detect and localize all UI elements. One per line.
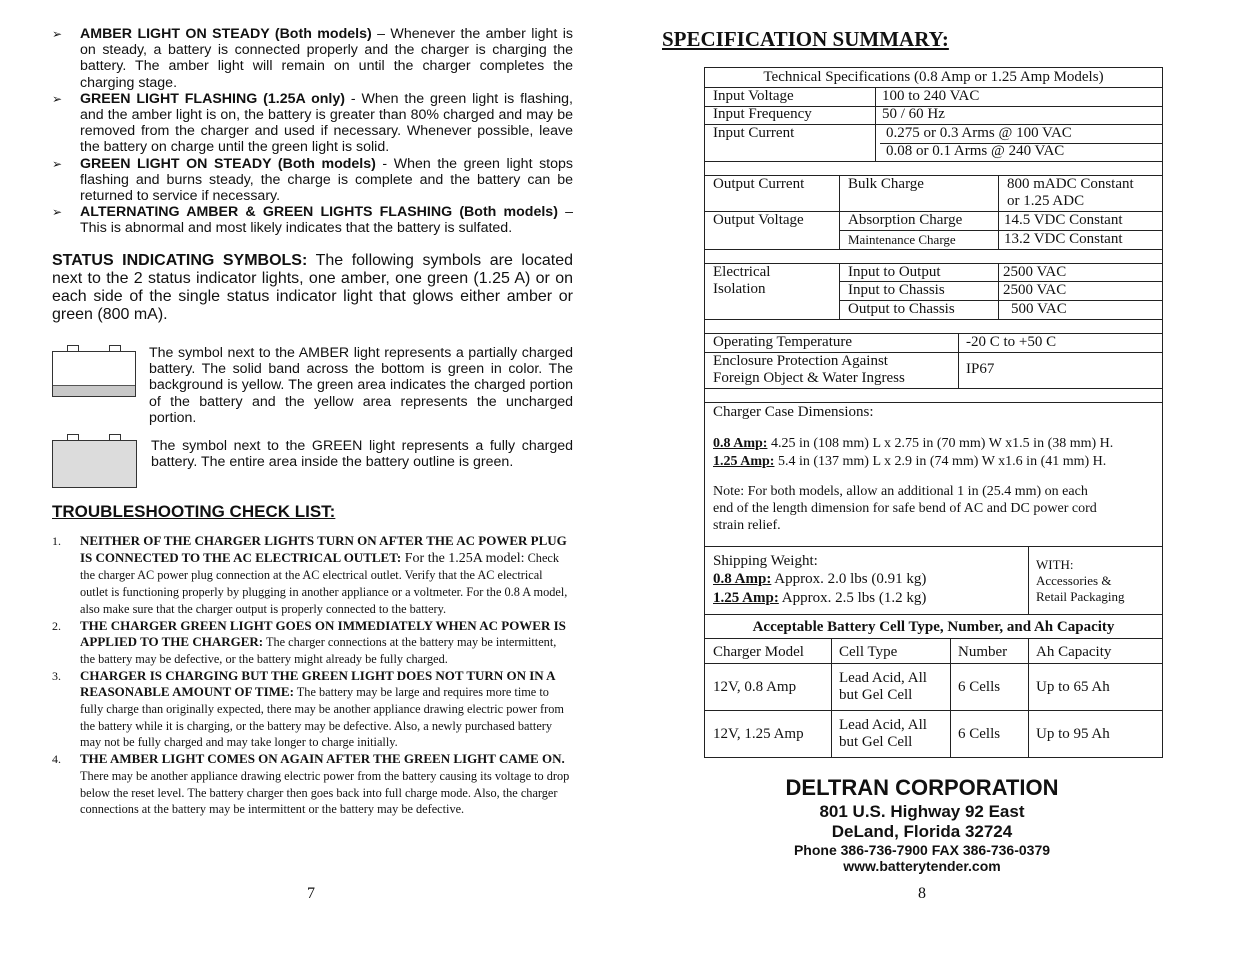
company-name: DELTRAN CORPORATION [785,775,1059,800]
cell-table-header: Acceptable Battery Cell Type, Number, and Ah Capacity [752,619,1115,635]
table-cell: Output Current [713,176,805,192]
table-cell: Foreign Object & Water Ingress [713,370,905,386]
table-cell: 800 mADC Constant [1007,176,1134,192]
full-battery-icon [52,440,137,488]
note-text: strain relief. [713,518,781,533]
table-cell: 50 / 60 Hz [882,106,945,122]
table-cell: -20 C to +50 C [966,334,1057,350]
note-text: Note: For both models, allow an additional 1 in (25.4 mm) on each [713,484,1088,499]
table-cell: 2500 VAC [1003,264,1067,280]
table-cell: Enclosure Protection Against [713,353,888,369]
shipping-title: Shipping Weight: [713,553,818,569]
company-address-2: DeLand, Florida 32724 [831,822,1013,841]
dimension-line: 0.8 Amp: 4.25 in (108 mm) L x 2.75 in (70 mm) W x1.5 in (38 mm) H. [713,436,1114,451]
table-cell: 500 VAC [1011,301,1067,317]
table-cell: but Gel Cell [839,734,913,750]
table-cell: 2500 VAC [1003,282,1067,298]
table-cell: IP67 [966,361,995,377]
table-cell: 6 Cells [958,679,1001,695]
table-cell: but Gel Cell [839,687,913,703]
page-title: SPECIFICATION SUMMARY: [662,27,949,51]
bullet-item: ➢ GREEN LIGHT ON STEADY (Both models) - When the green light stops flashing and burns steady, the charge is complete and the battery can be returned to service if necessary. [52,155,573,205]
table-cell: Up to 65 Ah [1036,679,1110,695]
table-cell: 12V, 1.25 Amp [713,726,804,742]
table-cell: Electrical [713,264,771,280]
dimensions-title: Charger Case Dimensions: [713,404,874,420]
battery-terminal-icon [67,434,79,440]
battery-terminal-icon [67,345,79,351]
table-cell: Output to Chassis [848,301,955,317]
spec-header: Technical Specifications (0.8 Amp or 1.25 Amp Models) [763,69,1104,85]
bullet-item: ➢ AMBER LIGHT ON STEADY (Both models) – Whenever the amber light is on steady, a battery is connected properly and the charger is charging the battery. The amber light will remain on until the charger completes the charging stage. [52,26,573,91]
table-cell: Input to Chassis [848,282,945,298]
column-header: Cell Type [839,644,898,660]
table-cell: Accessories & [1036,573,1112,588]
page-number: 8 [918,885,926,902]
column-header: Number [958,644,1008,660]
table-cell: 12V, 0.8 Amp [713,679,797,695]
shipping-line: 0.8 Amp: Approx. 2.0 lbs (0.91 kg) [713,571,927,587]
troubleshooting-title: TROUBLESHOOTING CHECK LIST: [52,502,336,521]
table-cell: 13.2 VDC Constant [1004,231,1123,247]
list-item: 4. THE AMBER LIGHT COMES ON AGAIN AFTER THE GREEN LIGHT CAME ON. There may be another appliance drawing electric power from the battery causing its voltage to drop below the reset level. The battery charger then goes back into full charge mode. Also, the charger connections at the battery may be intermittent or the battery may be defective. [52,751,570,817]
green-symbol-text: The symbol next to the GREEN light represents a fully charged battery. The entire area inside the battery outline is green. [151,438,573,471]
table-cell: Isolation [713,281,766,297]
table-cell: Absorption Charge [848,212,963,228]
column-header: Charger Model [713,644,804,660]
note-text: end of the length dimension for safe bend of AC and DC power cord [713,501,1097,516]
table-cell: Input to Output [848,264,941,280]
table-cell: Input Frequency [713,106,812,122]
bullet-item: ➢ ALTERNATING AMBER & GREEN LIGHTS FLASHING (Both models) – This is abnormal and most likely indicates that the battery is sulfated. [52,204,573,237]
battery-terminal-icon [109,345,121,351]
indicator-section [52,26,573,324]
table-cell: 0.08 or 0.1 Arms @ 240 VAC [886,143,1065,159]
company-address-1: 801 U.S. Highway 92 East [819,802,1025,821]
amber-symbol-text: The symbol next to the AMBER light represents a partially charged battery. The solid band across the bottom is green in color. The background is yellow. The green area indicates the charged portion of the battery and the yellow area represents the uncharged portion. [149,345,573,426]
table-cell: 14.5 VDC Constant [1004,212,1123,228]
table-cell: 100 to 240 VAC [882,88,980,104]
table-cell: Output Voltage [713,212,804,228]
page-number: 7 [307,885,315,902]
table-cell: Lead Acid, All [839,717,927,733]
dimension-line: 1.25 Amp: 5.4 in (137 mm) L x 2.9 in (74 mm) W x1.6 in (41 mm) H. [713,454,1107,469]
troubleshooting-list [52,533,573,818]
table-cell: or 1.25 ADC [1007,193,1085,209]
table-cell: 0.275 or 0.3 Arms @ 100 VAC [886,125,1072,141]
table-cell: WITH: [1036,557,1074,572]
table-cell: Retail Packaging [1036,589,1125,604]
company-phone: Phone 386-736-7900 FAX 386-736-0379 [793,842,1051,858]
partial-battery-icon [52,351,136,397]
spec-table [704,67,1163,758]
list-item: 3. CHARGER IS CHARGING BUT THE GREEN LIGHT DOES NOT TURN ON IN A REASONABLE AMOUNT OF TIME: The battery may be large and requires more time to fully charge than originally expected, there may be another appliance drawing electric power from the battery while it is charging, or the battery may be defective. Also, a newly purchased battery may not be fully charged and may take longer to charge initially. [52,667,564,750]
list-item: 1. NEITHER OF THE CHARGER LIGHTS TURN ON AFTER THE AC POWER PLUG IS CONNECTED TO THE AC ELECTRICAL OUTLET: For the 1.25A model: Check the charger AC power plug connection at the AC electrical outlet. Verify that the AC electrical outlet is functioning properly by plugging in another appliance or a voltmeter. For the 0.8 A model, also make sure that the charger output is properly connected to the battery. [52,533,568,616]
table-cell: Maintenance Charge [848,232,956,247]
company-website: www.batterytender.com [843,858,1001,874]
list-item: 2. THE CHARGER GREEN LIGHT GOES ON IMMEDIATELY WHEN AC POWER IS APPLIED TO THE CHARGER: The charger connections at the battery may be intermittent, the battery may be defective, or the battery might already be fully charged. [52,617,566,666]
table-cell: Operating Temperature [713,334,853,350]
column-header: Ah Capacity [1036,644,1112,660]
table-cell: Input Current [713,125,795,141]
status-paragraph: STATUS INDICATING SYMBOLS: The following symbols are located next to the 2 status indicator lights, one amber, one green (1.25 A) or on each side of the single status indicator light that glows either amber or green (800 mA). [52,251,573,323]
table-cell: Bulk Charge [848,176,924,192]
table-cell: Lead Acid, All [839,670,927,686]
table-cell: 6 Cells [958,726,1001,742]
bullet-item: ➢ GREEN LIGHT FLASHING (1.25A only) - When the green light is flashing, and the amber light is on, the battery is greater than 80% charged and may be removed from the charger and used if necessary. Whenever possible, leave the battery on charge until the green light is solid. [52,90,573,156]
table-cell: Up to 95 Ah [1036,726,1110,742]
table-cell: Input Voltage [713,88,794,104]
shipping-line: 1.25 Amp: Approx. 2.5 lbs (1.2 kg) [713,590,927,606]
battery-terminal-icon [109,434,121,440]
